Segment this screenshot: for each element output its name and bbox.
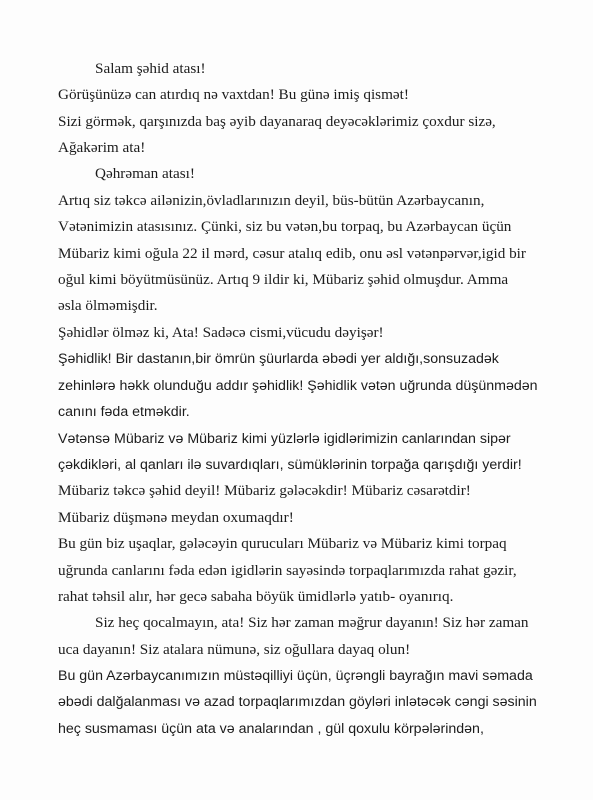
text-line: Vətənsə Mübariz və Mübariz kimi yüzlərlə igidlərimizin canlarından sipər [58,431,511,447]
text-line: əbədi dalğalanması və azad torpaqlarımızdan göyləri inlətəcək cəngi səsinin [58,694,537,710]
text-line: Siz heç qocalmayın, ata! Siz hər zaman məğrur dayanın! Siz hər zaman [95,614,529,631]
text-line: heç susmaması üçün ata və analarından , gül qoxulu körpələrindən, [58,721,484,737]
text-line: zehinlərə həkk olunduğu addır şəhidlik! Şəhidlik vətən uğrunda düşünmədən [58,378,538,394]
greeting-line: Salam şəhid atası! [95,60,206,77]
text-line: Sizi görmək, qarşınızda baş əyib dayanaraq deyəcəklərimiz çoxdur sizə, [58,113,496,130]
text-line: rahat təhsil alır, hər gecə sabaha böyük ümidlərlə yatıb- oyanırıq. [58,588,454,605]
text-line: Mübariz kimi oğula 22 il mərd, cəsur atalıq edib, onu əsl vətənpərvər,igid bir [58,245,526,262]
address-line: Qəhrəman atası! [95,165,195,182]
text-line: canını fəda etməkdir. [58,404,190,420]
text-line: əsla ölməmişdir. [58,297,158,314]
text-line: Mübariz təkcə şəhid deyil! Mübariz gələcəkdir! Mübariz cəsarətdir! [58,482,471,499]
text-line: Bu gün biz uşaqlar, gələcəyin qurucuları Mübariz və Mübariz kimi torpaq [58,535,507,552]
text-line: Bu gün Azərbaycanımızın müstəqilliyi üçün, üçrəngli bayrağın mavi səmada [58,668,533,684]
text-line: Vətənimizin atasısınız. Çünki, siz bu vətən,bu torpaq, bu Azərbaycan üçün [58,218,512,235]
text-line: Ağakərim ata! [58,139,146,156]
text-line: Şəhidlər ölməz ki, Ata! Sadəcə cismi,vücudu dəyişər! [58,324,384,341]
text-line: Artıq siz təkcə ailənizin,övladlarınızın deyil, büs-bütün Azərbaycanın, [58,192,485,209]
text-line: uca dayanın! Siz atalara nümunə, siz oğullara dayaq olun! [58,641,411,658]
text-line: uğrunda canlarını fəda edən igidlərin sayəsində torpaqlarımızda rahat gəzir, [58,562,517,579]
text-line: Görüşünüzə can atırdıq nə vaxtdan! Bu günə imiş qismət! [58,86,409,103]
text-line: oğul kimi böyütmüsünüz. Artıq 9 ildir ki, Mübariz şəhid olmuşdur. Amma [58,271,509,288]
text-line: çəkdikləri, al qanları ilə suvardıqları, sümüklərinin torpağa qarışdığı yerdir! [58,457,522,473]
text-line: Mübariz düşmənə meydan oxumaqdır! [58,509,294,526]
text-line: Şəhidlik! Bir dastanın,bir ömrün şüurlarda əbədi yer aldığı,sonsuzadək [58,351,499,367]
